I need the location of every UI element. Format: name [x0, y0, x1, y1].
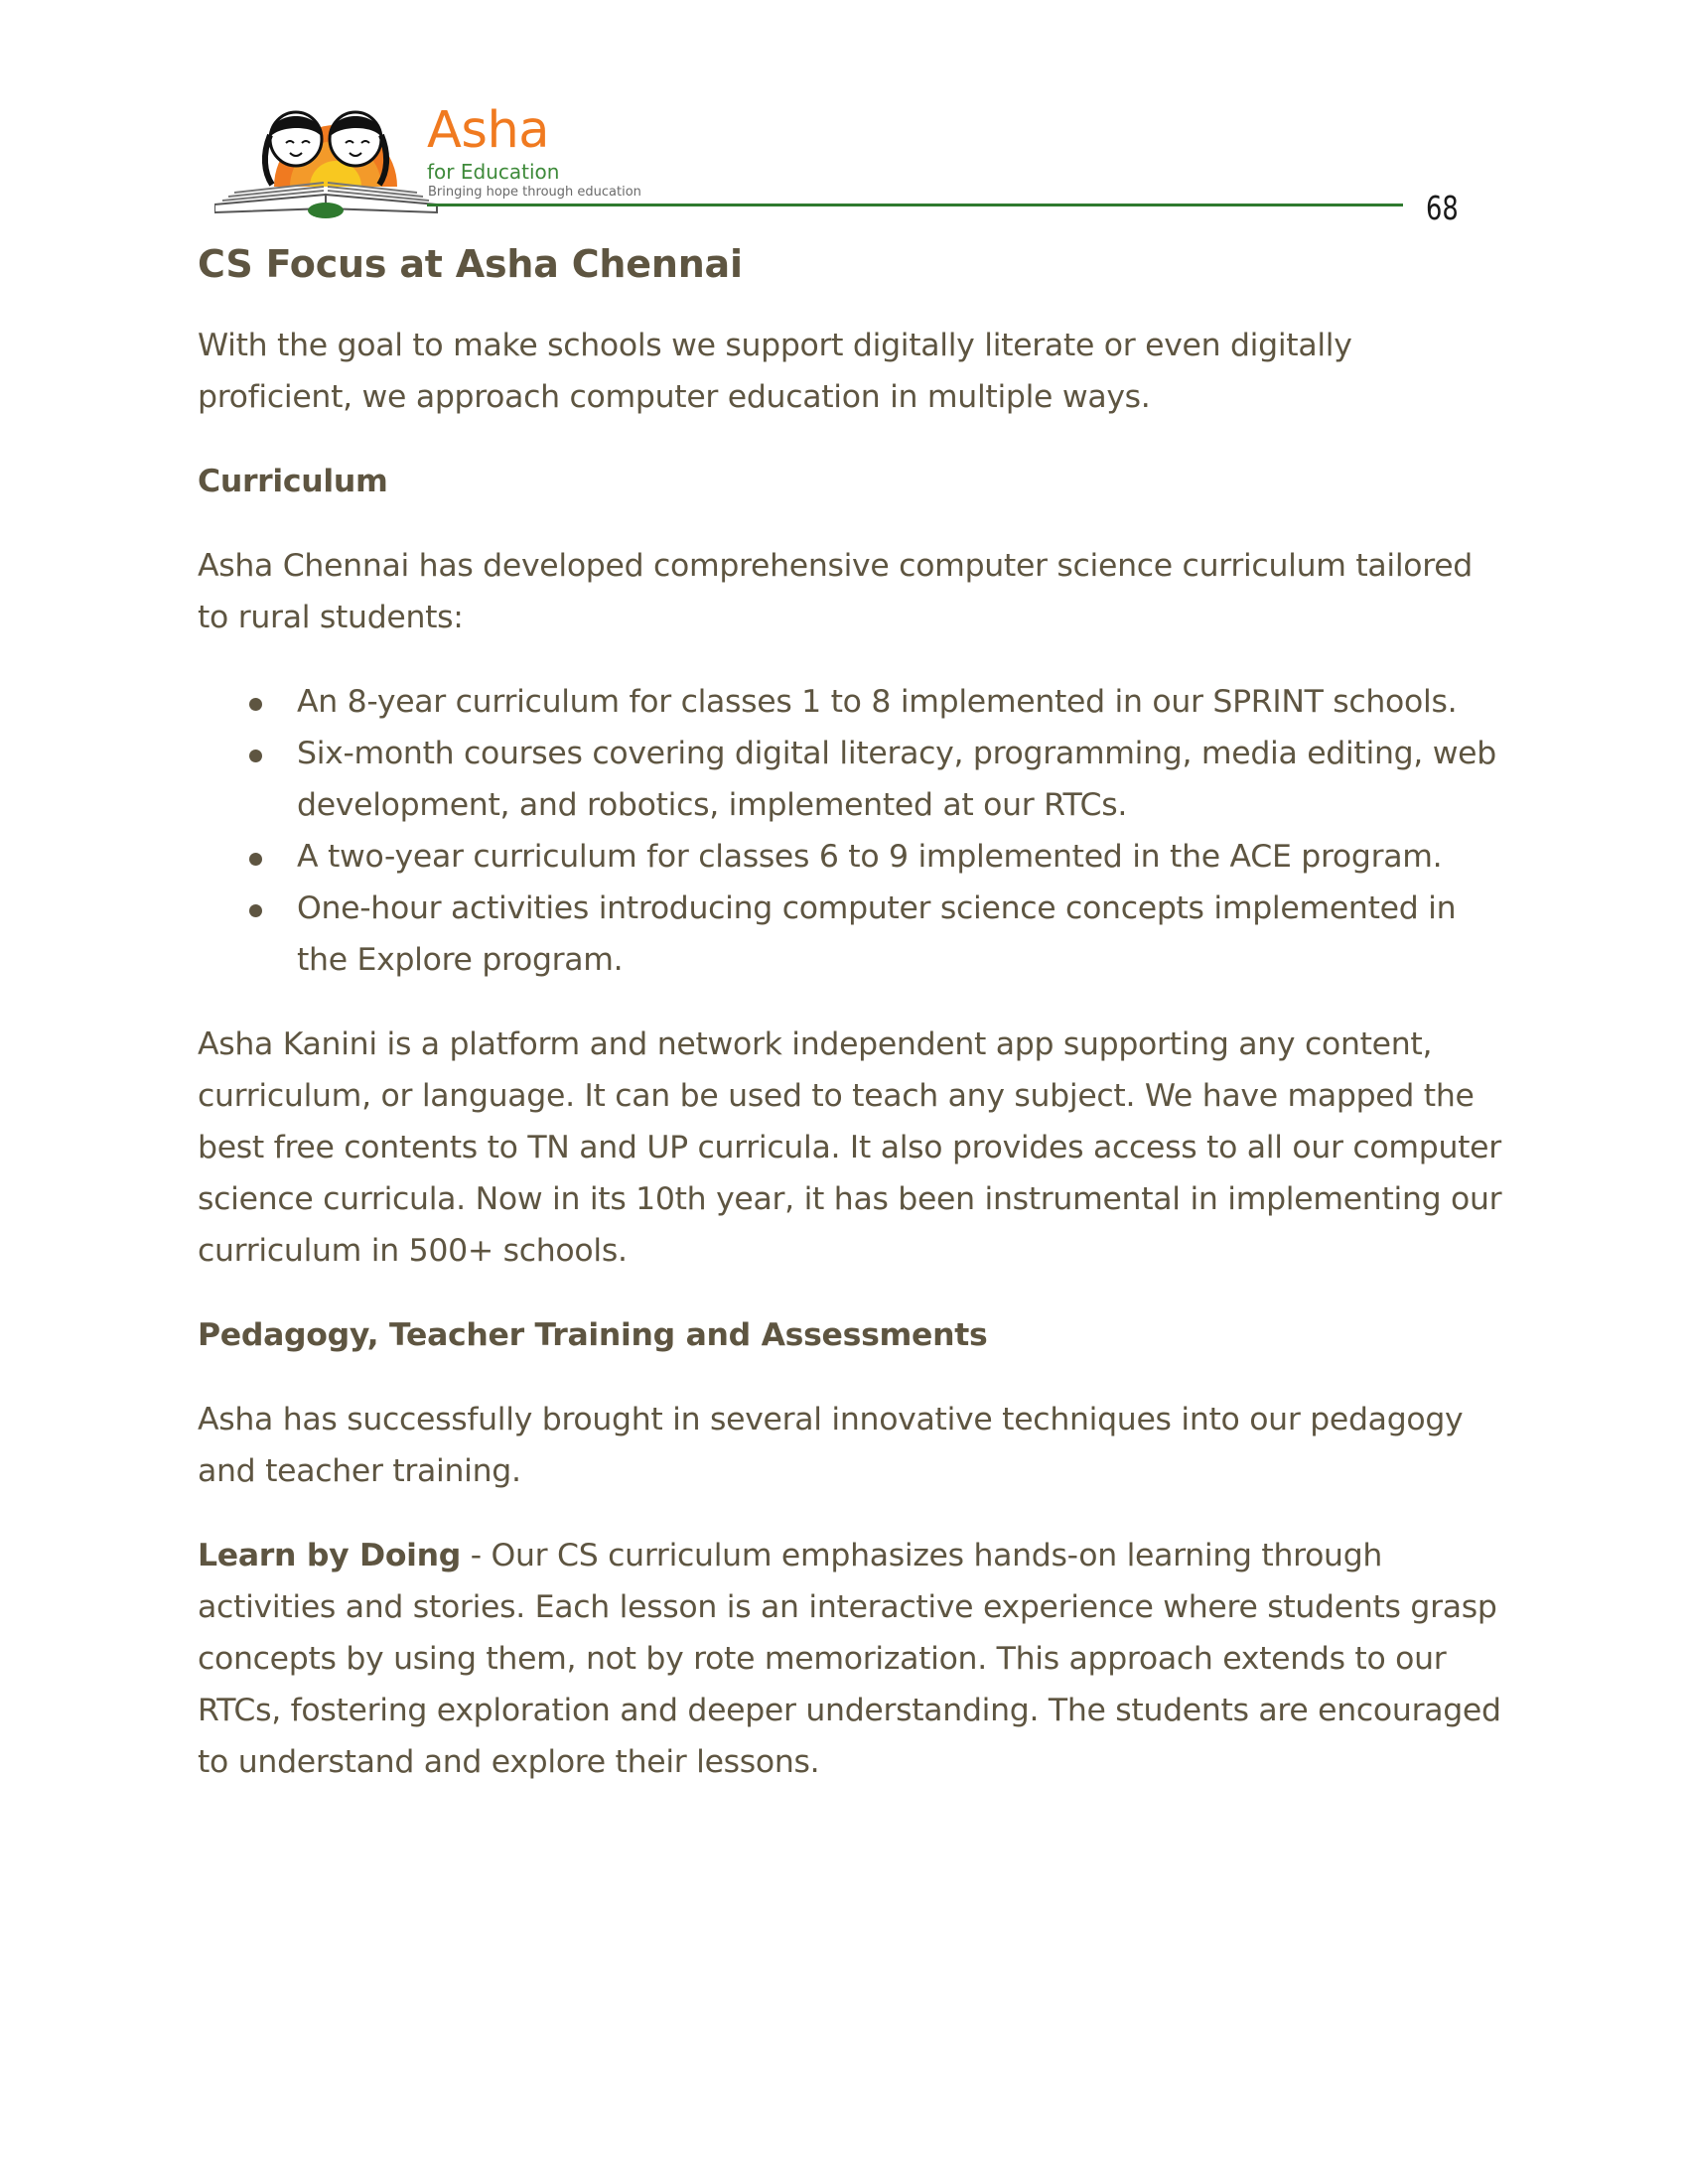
- list-item: An 8-year curriculum for classes 1 to 8 implemented in our SPRINT schools.: [297, 676, 1508, 728]
- intro-paragraph: With the goal to make schools we support digitally literate or even digitally proficient, we approach computer education in multiple ways.: [198, 328, 1352, 415]
- page-title: CS Focus at Asha Chennai: [198, 242, 743, 286]
- logo-title: Asha: [427, 101, 550, 160]
- learn-by-doing-label: Learn by Doing: [198, 1538, 462, 1573]
- list-item: Six-month courses covering digital literacy, programming, media editing, web development, and robotics, implemented at our RTCs.: [297, 728, 1508, 831]
- pedagogy-heading: Pedagogy, Teacher Training and Assessments: [198, 1317, 988, 1353]
- page-number: 68: [1426, 189, 1459, 227]
- curriculum-list: [198, 676, 1508, 986]
- learn-by-doing-text: - Our CS curriculum emphasizes hands-on learning through activities and stories. Each lesson is an interactive experience where students grasp concepts by using them, not by rote memorization. This approach extends to our RTCs, fostering exploration and deeper understanding. The students are encouraged to understand and explore their lessons.: [198, 1538, 1501, 1780]
- curriculum-heading: Curriculum: [198, 464, 388, 499]
- logo-subtitle: for Education: [427, 160, 560, 184]
- learn-by-doing-paragraph: [198, 1530, 1508, 1788]
- header-rule: [427, 204, 1403, 206]
- logo-tagline: Bringing hope through education: [428, 185, 641, 200]
- list-item: One-hour activities introducing computer science concepts implemented in the Explore program.: [297, 883, 1508, 986]
- curriculum-intro: Asha Chennai has developed comprehensive computer science curriculum tailored to rural students:: [198, 548, 1473, 635]
- page-content: [198, 236, 1508, 1821]
- list-item: A two-year curriculum for classes 6 to 9 implemented in the ACE program.: [297, 831, 1508, 883]
- kanini-paragraph: Asha Kanini is a platform and network independent app supporting any content, curriculum, or language. It can be used to teach any subject. We have mapped the best free contents to TN and UP curricula. It also provides access to all our computer science curricula. Now in its 10th year, it has been instrumental in implementing our curriculum in 500+ schools.: [198, 1026, 1502, 1269]
- pedagogy-intro: Asha has successfully brought in several innovative techniques into our pedagogy and teacher training.: [198, 1402, 1464, 1489]
- page-header: [0, 0, 1688, 238]
